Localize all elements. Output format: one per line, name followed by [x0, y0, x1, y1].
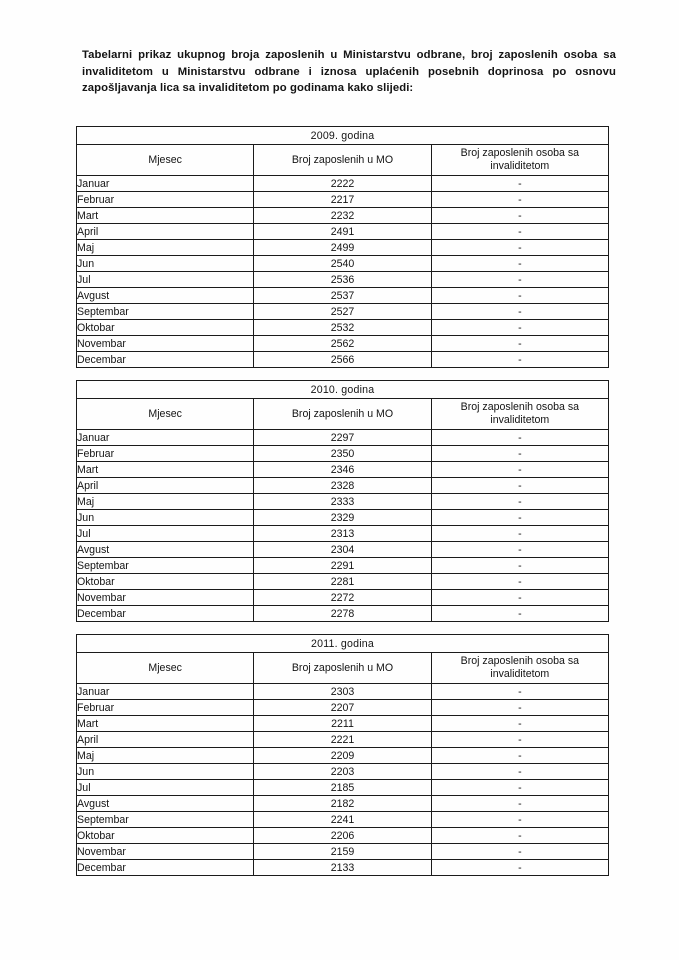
cell-month: April — [77, 478, 254, 494]
cell-month: Maj — [77, 240, 254, 256]
table-row — [77, 716, 609, 732]
cell-disabled-employees: - — [431, 462, 608, 478]
cell-disabled-employees: - — [431, 320, 608, 336]
cell-month: Januar — [77, 684, 254, 700]
cell-disabled-employees: - — [431, 352, 608, 368]
cell-month: Oktobar — [77, 828, 254, 844]
cell-month: April — [77, 224, 254, 240]
cell-employees: 2328 — [254, 478, 431, 494]
cell-disabled-employees: - — [431, 716, 608, 732]
table-row — [77, 462, 609, 478]
cell-disabled-employees: - — [431, 732, 608, 748]
table-row — [77, 272, 609, 288]
cell-employees: 2329 — [254, 510, 431, 526]
column-header-employees: Broj zaposlenih u MO — [254, 399, 431, 430]
cell-month: Februar — [77, 446, 254, 462]
cell-month: Januar — [77, 176, 254, 192]
cell-employees: 2241 — [254, 812, 431, 828]
cell-disabled-employees: - — [431, 336, 608, 352]
cell-employees: 2491 — [254, 224, 431, 240]
cell-month: Februar — [77, 192, 254, 208]
employment-table — [76, 126, 609, 368]
cell-disabled-employees: - — [431, 446, 608, 462]
cell-employees: 2527 — [254, 304, 431, 320]
table-row — [77, 352, 609, 368]
cell-disabled-employees: - — [431, 606, 608, 622]
table-row — [77, 256, 609, 272]
cell-disabled-employees: - — [431, 526, 608, 542]
column-header-employees: Broj zaposlenih u MO — [254, 145, 431, 176]
intro-paragraph: Tabelarni prikaz ukupnog broja zaposlenih u Ministarstvu odbrane, broj zaposlenih osoba sa invaliditetom u Ministarstvu odbrane i iznosa uplaćenih posebnih doprinosa po osnovu zapošljavanja lica sa invaliditetom po godinama kako slijedi: — [82, 49, 616, 95]
table-row — [77, 208, 609, 224]
table-row — [77, 796, 609, 812]
cell-employees: 2209 — [254, 748, 431, 764]
cell-month: Septembar — [77, 304, 254, 320]
table-title-row — [77, 127, 609, 145]
cell-employees: 2272 — [254, 590, 431, 606]
table-row — [77, 526, 609, 542]
cell-employees: 2281 — [254, 574, 431, 590]
employment-table — [76, 634, 609, 876]
cell-month: Mart — [77, 716, 254, 732]
cell-disabled-employees: - — [431, 748, 608, 764]
cell-employees: 2313 — [254, 526, 431, 542]
table-container-2009 — [76, 126, 609, 368]
cell-disabled-employees: - — [431, 208, 608, 224]
column-header-disabled: Broj zaposlenih osoba sa invaliditetom — [431, 399, 608, 430]
cell-employees: 2303 — [254, 684, 431, 700]
table-row — [77, 304, 609, 320]
cell-employees: 2562 — [254, 336, 431, 352]
cell-disabled-employees: - — [431, 860, 608, 876]
cell-employees: 2159 — [254, 844, 431, 860]
cell-month: Jul — [77, 780, 254, 796]
table-row — [77, 860, 609, 876]
table-row — [77, 192, 609, 208]
table-row — [77, 336, 609, 352]
cell-employees: 2346 — [254, 462, 431, 478]
cell-disabled-employees: - — [431, 510, 608, 526]
table-year-title: 2009. godina — [77, 127, 609, 145]
cell-month: Mart — [77, 462, 254, 478]
cell-disabled-employees: - — [431, 304, 608, 320]
cell-employees: 2203 — [254, 764, 431, 780]
cell-disabled-employees: - — [431, 176, 608, 192]
cell-month: Septembar — [77, 558, 254, 574]
table-row — [77, 510, 609, 526]
cell-employees: 2532 — [254, 320, 431, 336]
cell-employees: 2217 — [254, 192, 431, 208]
cell-month: Novembar — [77, 844, 254, 860]
cell-employees: 2278 — [254, 606, 431, 622]
table-row — [77, 780, 609, 796]
table-row — [77, 320, 609, 336]
cell-month: Novembar — [77, 590, 254, 606]
cell-month: Mart — [77, 208, 254, 224]
table-body — [77, 381, 609, 622]
table-row — [77, 732, 609, 748]
table-body — [77, 127, 609, 368]
table-row — [77, 812, 609, 828]
table-row — [77, 240, 609, 256]
cell-disabled-employees: - — [431, 240, 608, 256]
table-row — [77, 606, 609, 622]
cell-employees: 2304 — [254, 542, 431, 558]
cell-employees: 2206 — [254, 828, 431, 844]
cell-employees: 2499 — [254, 240, 431, 256]
cell-disabled-employees: - — [431, 684, 608, 700]
table-row — [77, 224, 609, 240]
cell-employees: 2222 — [254, 176, 431, 192]
cell-month: Maj — [77, 494, 254, 510]
cell-month: Decembar — [77, 352, 254, 368]
table-row — [77, 590, 609, 606]
cell-employees: 2182 — [254, 796, 431, 812]
cell-employees: 2133 — [254, 860, 431, 876]
cell-disabled-employees: - — [431, 224, 608, 240]
cell-disabled-employees: - — [431, 764, 608, 780]
cell-employees: 2291 — [254, 558, 431, 574]
cell-disabled-employees: - — [431, 430, 608, 446]
cell-employees: 2207 — [254, 700, 431, 716]
table-row — [77, 828, 609, 844]
table-row — [77, 288, 609, 304]
cell-disabled-employees: - — [431, 256, 608, 272]
cell-month: April — [77, 732, 254, 748]
cell-month: Avgust — [77, 542, 254, 558]
cell-month: Jun — [77, 510, 254, 526]
table-body — [77, 635, 609, 876]
table-row — [77, 446, 609, 462]
cell-disabled-employees: - — [431, 574, 608, 590]
cell-month: Jun — [77, 256, 254, 272]
column-header-month: Mjesec — [77, 399, 254, 430]
table-row — [77, 684, 609, 700]
cell-month: Maj — [77, 748, 254, 764]
cell-month: Septembar — [77, 812, 254, 828]
cell-disabled-employees: - — [431, 700, 608, 716]
table-row — [77, 764, 609, 780]
employment-table — [76, 380, 609, 622]
table-row — [77, 176, 609, 192]
table-year-title: 2010. godina — [77, 381, 609, 399]
column-header-month: Mjesec — [77, 145, 254, 176]
cell-month: Februar — [77, 700, 254, 716]
column-header-disabled: Broj zaposlenih osoba sa invaliditetom — [431, 653, 608, 684]
cell-disabled-employees: - — [431, 780, 608, 796]
column-header-disabled: Broj zaposlenih osoba sa invaliditetom — [431, 145, 608, 176]
cell-employees: 2540 — [254, 256, 431, 272]
table-container-2011 — [76, 634, 609, 876]
cell-disabled-employees: - — [431, 272, 608, 288]
cell-month: Jul — [77, 272, 254, 288]
cell-month: Novembar — [77, 336, 254, 352]
table-title-row — [77, 381, 609, 399]
cell-employees: 2537 — [254, 288, 431, 304]
table-row — [77, 542, 609, 558]
cell-disabled-employees: - — [431, 796, 608, 812]
cell-disabled-employees: - — [431, 494, 608, 510]
cell-disabled-employees: - — [431, 590, 608, 606]
table-row — [77, 478, 609, 494]
cell-month: Januar — [77, 430, 254, 446]
table-row — [77, 574, 609, 590]
column-header-employees: Broj zaposlenih u MO — [254, 653, 431, 684]
table-container-2010 — [76, 380, 609, 622]
cell-employees: 2333 — [254, 494, 431, 510]
cell-disabled-employees: - — [431, 288, 608, 304]
cell-employees: 2536 — [254, 272, 431, 288]
cell-employees: 2297 — [254, 430, 431, 446]
table-row — [77, 430, 609, 446]
cell-employees: 2566 — [254, 352, 431, 368]
cell-month: Oktobar — [77, 320, 254, 336]
table-row — [77, 748, 609, 764]
cell-disabled-employees: - — [431, 812, 608, 828]
cell-disabled-employees: - — [431, 542, 608, 558]
cell-employees: 2232 — [254, 208, 431, 224]
cell-employees: 2211 — [254, 716, 431, 732]
table-row — [77, 700, 609, 716]
cell-month: Decembar — [77, 606, 254, 622]
table-header-row — [77, 399, 609, 430]
cell-month: Jun — [77, 764, 254, 780]
cell-month: Oktobar — [77, 574, 254, 590]
cell-disabled-employees: - — [431, 844, 608, 860]
table-header-row — [77, 145, 609, 176]
cell-disabled-employees: - — [431, 478, 608, 494]
cell-month: Jul — [77, 526, 254, 542]
cell-month: Decembar — [77, 860, 254, 876]
cell-month: Avgust — [77, 288, 254, 304]
table-row — [77, 494, 609, 510]
table-header-row — [77, 653, 609, 684]
table-year-title: 2011. godina — [77, 635, 609, 653]
cell-employees: 2221 — [254, 732, 431, 748]
cell-disabled-employees: - — [431, 558, 608, 574]
table-row — [77, 844, 609, 860]
cell-employees: 2185 — [254, 780, 431, 796]
cell-employees: 2350 — [254, 446, 431, 462]
column-header-month: Mjesec — [77, 653, 254, 684]
table-row — [77, 558, 609, 574]
cell-disabled-employees: - — [431, 828, 608, 844]
cell-disabled-employees: - — [431, 192, 608, 208]
cell-month: Avgust — [77, 796, 254, 812]
table-title-row — [77, 635, 609, 653]
